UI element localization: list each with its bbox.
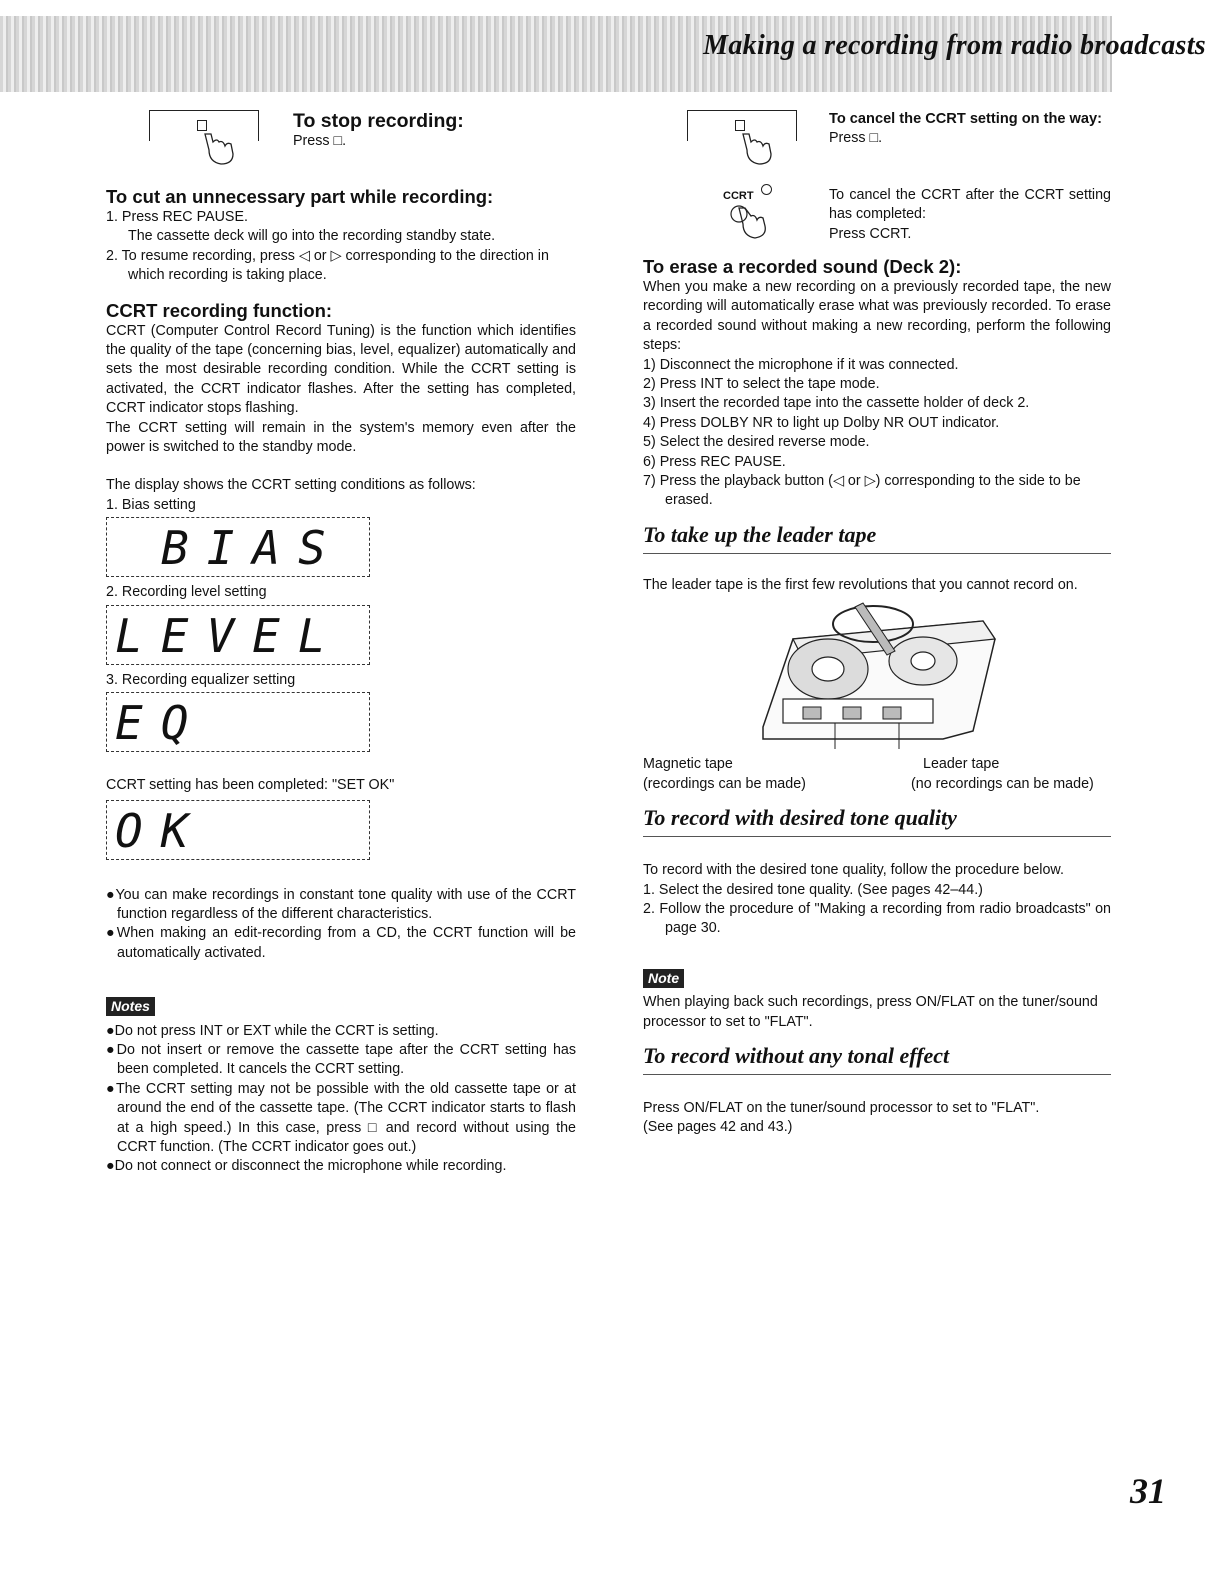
cut-heading: To cut an unnecessary part while recording: (106, 186, 494, 207)
list-item: ●Do not insert or remove the cassette tape after the CCRT setting has been completed. It cancels the CCRT setting. (106, 1041, 576, 1078)
ccrt-heading: CCRT recording function: (106, 299, 333, 321)
list-item: 4) Press DOLBY NR to light up Dolby NR OUT indicator. (643, 414, 1000, 431)
lcd-eq-display (106, 692, 370, 752)
stop-button-illustration (687, 110, 799, 170)
tone-note-text: When playing back such recordings, press ON/FLAT on the tuner/sound processor to set to "FLAT". (643, 994, 1098, 1030)
list-item: 1) Disconnect the microphone if it was connected. (643, 356, 959, 373)
list-item: 3) Insert the recorded tape into the cassette holder of deck 2. (643, 395, 1030, 412)
leader-tape-sub: (no recordings can be made) (911, 775, 1094, 792)
lcd-ok-display (106, 800, 370, 860)
lcd-level-display (106, 605, 370, 665)
stop-button-illustration (149, 110, 261, 170)
tone-steps (643, 881, 1111, 939)
stop-square-icon (735, 120, 745, 131)
erase-steps (643, 356, 1111, 511)
lcd-eq-text: EQ (115, 696, 207, 751)
erase-heading: To erase a recorded sound (Deck 2): (643, 256, 962, 277)
display-intro: The display shows the CCRT setting conditions as follows: (106, 477, 476, 494)
cancel-heading: To cancel the CCRT setting on the way: (829, 111, 1102, 127)
notes-badge: Notes (106, 997, 155, 1016)
ccrt-bullets (106, 886, 576, 964)
level-label: 2. Recording level setting (106, 584, 267, 601)
list-item: 5) Select the desired reverse mode. (643, 434, 870, 451)
list-item: 2. To resume recording, press ◁ or ▷ corresponding to the direction in which recording is taking place. (106, 247, 549, 284)
list-item: ●The CCRT setting may not be possible with the old cassette tape or at around the end of the cassette tape. (The CCRT indicator starts to flash at a high speed.) In this case, press □ and record without using the CCRT function. (The CCRT indicator goes out.) (106, 1080, 576, 1155)
page-title: Making a recording from radio broadcasts (703, 30, 1206, 61)
stop-heading: To stop recording: (293, 110, 464, 132)
cassette-illustration (643, 599, 1111, 749)
leader-text: The leader tape is the first few revolutions that you cannot record on. (643, 576, 1078, 593)
list-item: ●When making an edit-recording from a CD, the CCRT function will be automatically activated. (106, 925, 576, 961)
ccrt-para2: The CCRT setting will remain in the system's memory even after the power is switched to the standby mode. (106, 419, 576, 456)
list-item: 2) Press INT to select the tape mode. (643, 376, 880, 393)
erase-intro: When you make a new recording on a previously recorded tape, the new recording will automatically erase what was previously recorded. To erase a recorded sound without making a new recording, perform the following steps: (643, 279, 1111, 354)
tone-heading: To record with desired tone quality (643, 804, 1111, 837)
note-badge: Note (643, 969, 684, 988)
left-column (106, 110, 576, 1177)
list-item: 6) Press REC PAUSE. (643, 453, 786, 470)
tone-intro: To record with the desired tone quality, follow the procedure below. (643, 862, 1064, 879)
pointing-hand-icon (729, 204, 769, 242)
cancel-section (687, 110, 1111, 170)
leader-heading: To take up the leader tape (643, 521, 1111, 554)
list-item: 1. Press REC PAUSE. (106, 209, 248, 225)
list-item: 2. Follow the procedure of "Making a recording from radio broadcasts" on page 30. (643, 900, 1111, 937)
list-item: The cassette deck will go into the recording standby state. (128, 228, 496, 245)
ccrt-cancel-press: Press CCRT. (829, 225, 912, 242)
cancel-text: Press □. (829, 130, 883, 146)
eq-label: 3. Recording equalizer setting (106, 671, 296, 688)
list-item: 7) Press the playback button (◁ or ▷) corresponding to the side to be erased. (643, 473, 1081, 509)
pointing-hand-icon (737, 132, 777, 168)
ccrt-button-label: CCRT (723, 190, 754, 202)
stop-square-icon (197, 120, 207, 131)
ccrt-para1: CCRT (Computer Control Record Tuning) is the function which identifies the quality of the tape (concerning bias, level, equalizer) automatically and sets the most desirable recording condition. While the CCRT setting is activated, the CCRT indicator flashes. After the setting has completed, CCRT indicator stops flashing. (106, 322, 576, 417)
notone-line1: Press ON/FLAT on the tuner/sound processor to set to "FLAT". (643, 1099, 1040, 1116)
stop-section (149, 110, 576, 170)
magnetic-tape-sub: (recordings can be made) (643, 775, 806, 792)
lcd-level-text: LEVEL (115, 608, 344, 663)
list-item: 1. Select the desired tone quality. (See pages 42–44.) (643, 881, 983, 898)
ccrt-cancel-text: To cancel the CCRT after the CCRT setting has completed: (829, 187, 1111, 223)
notes-list (106, 1022, 576, 1177)
ccrt-button-illustration (723, 186, 799, 246)
completed-label: CCRT setting has been completed: "SET OK" (106, 777, 395, 794)
list-item: ●You can make recordings in constant tone quality with use of the CCRT function regardless of the different characteristics. (106, 886, 576, 922)
magnetic-tape-label: Magnetic tape (643, 756, 733, 773)
right-column (643, 110, 1111, 1138)
list-item: ●Do not press INT or EXT while the CCRT is setting. (106, 1022, 439, 1039)
list-item: ●Do not connect or disconnect the microphone while recording. (106, 1158, 507, 1175)
lcd-bias-text: BIAS (161, 521, 344, 576)
tape-labels (643, 755, 1111, 794)
pointing-hand-icon (199, 132, 239, 168)
notone-heading: To record without any tonal effect (643, 1042, 1111, 1075)
leader-tape-label: Leader tape (923, 756, 1000, 773)
page-number: 31 (1130, 1471, 1166, 1511)
ccrt-cancel-section (723, 186, 1111, 246)
ccrt-indicator-icon (761, 184, 772, 195)
bias-label: 1. Bias setting (106, 496, 196, 513)
lcd-ok-text: OK (115, 803, 207, 858)
cut-steps (106, 208, 576, 286)
notone-line2: (See pages 42 and 43.) (643, 1119, 793, 1136)
stop-text: Press □. (293, 133, 347, 149)
lcd-bias-display (106, 517, 370, 577)
